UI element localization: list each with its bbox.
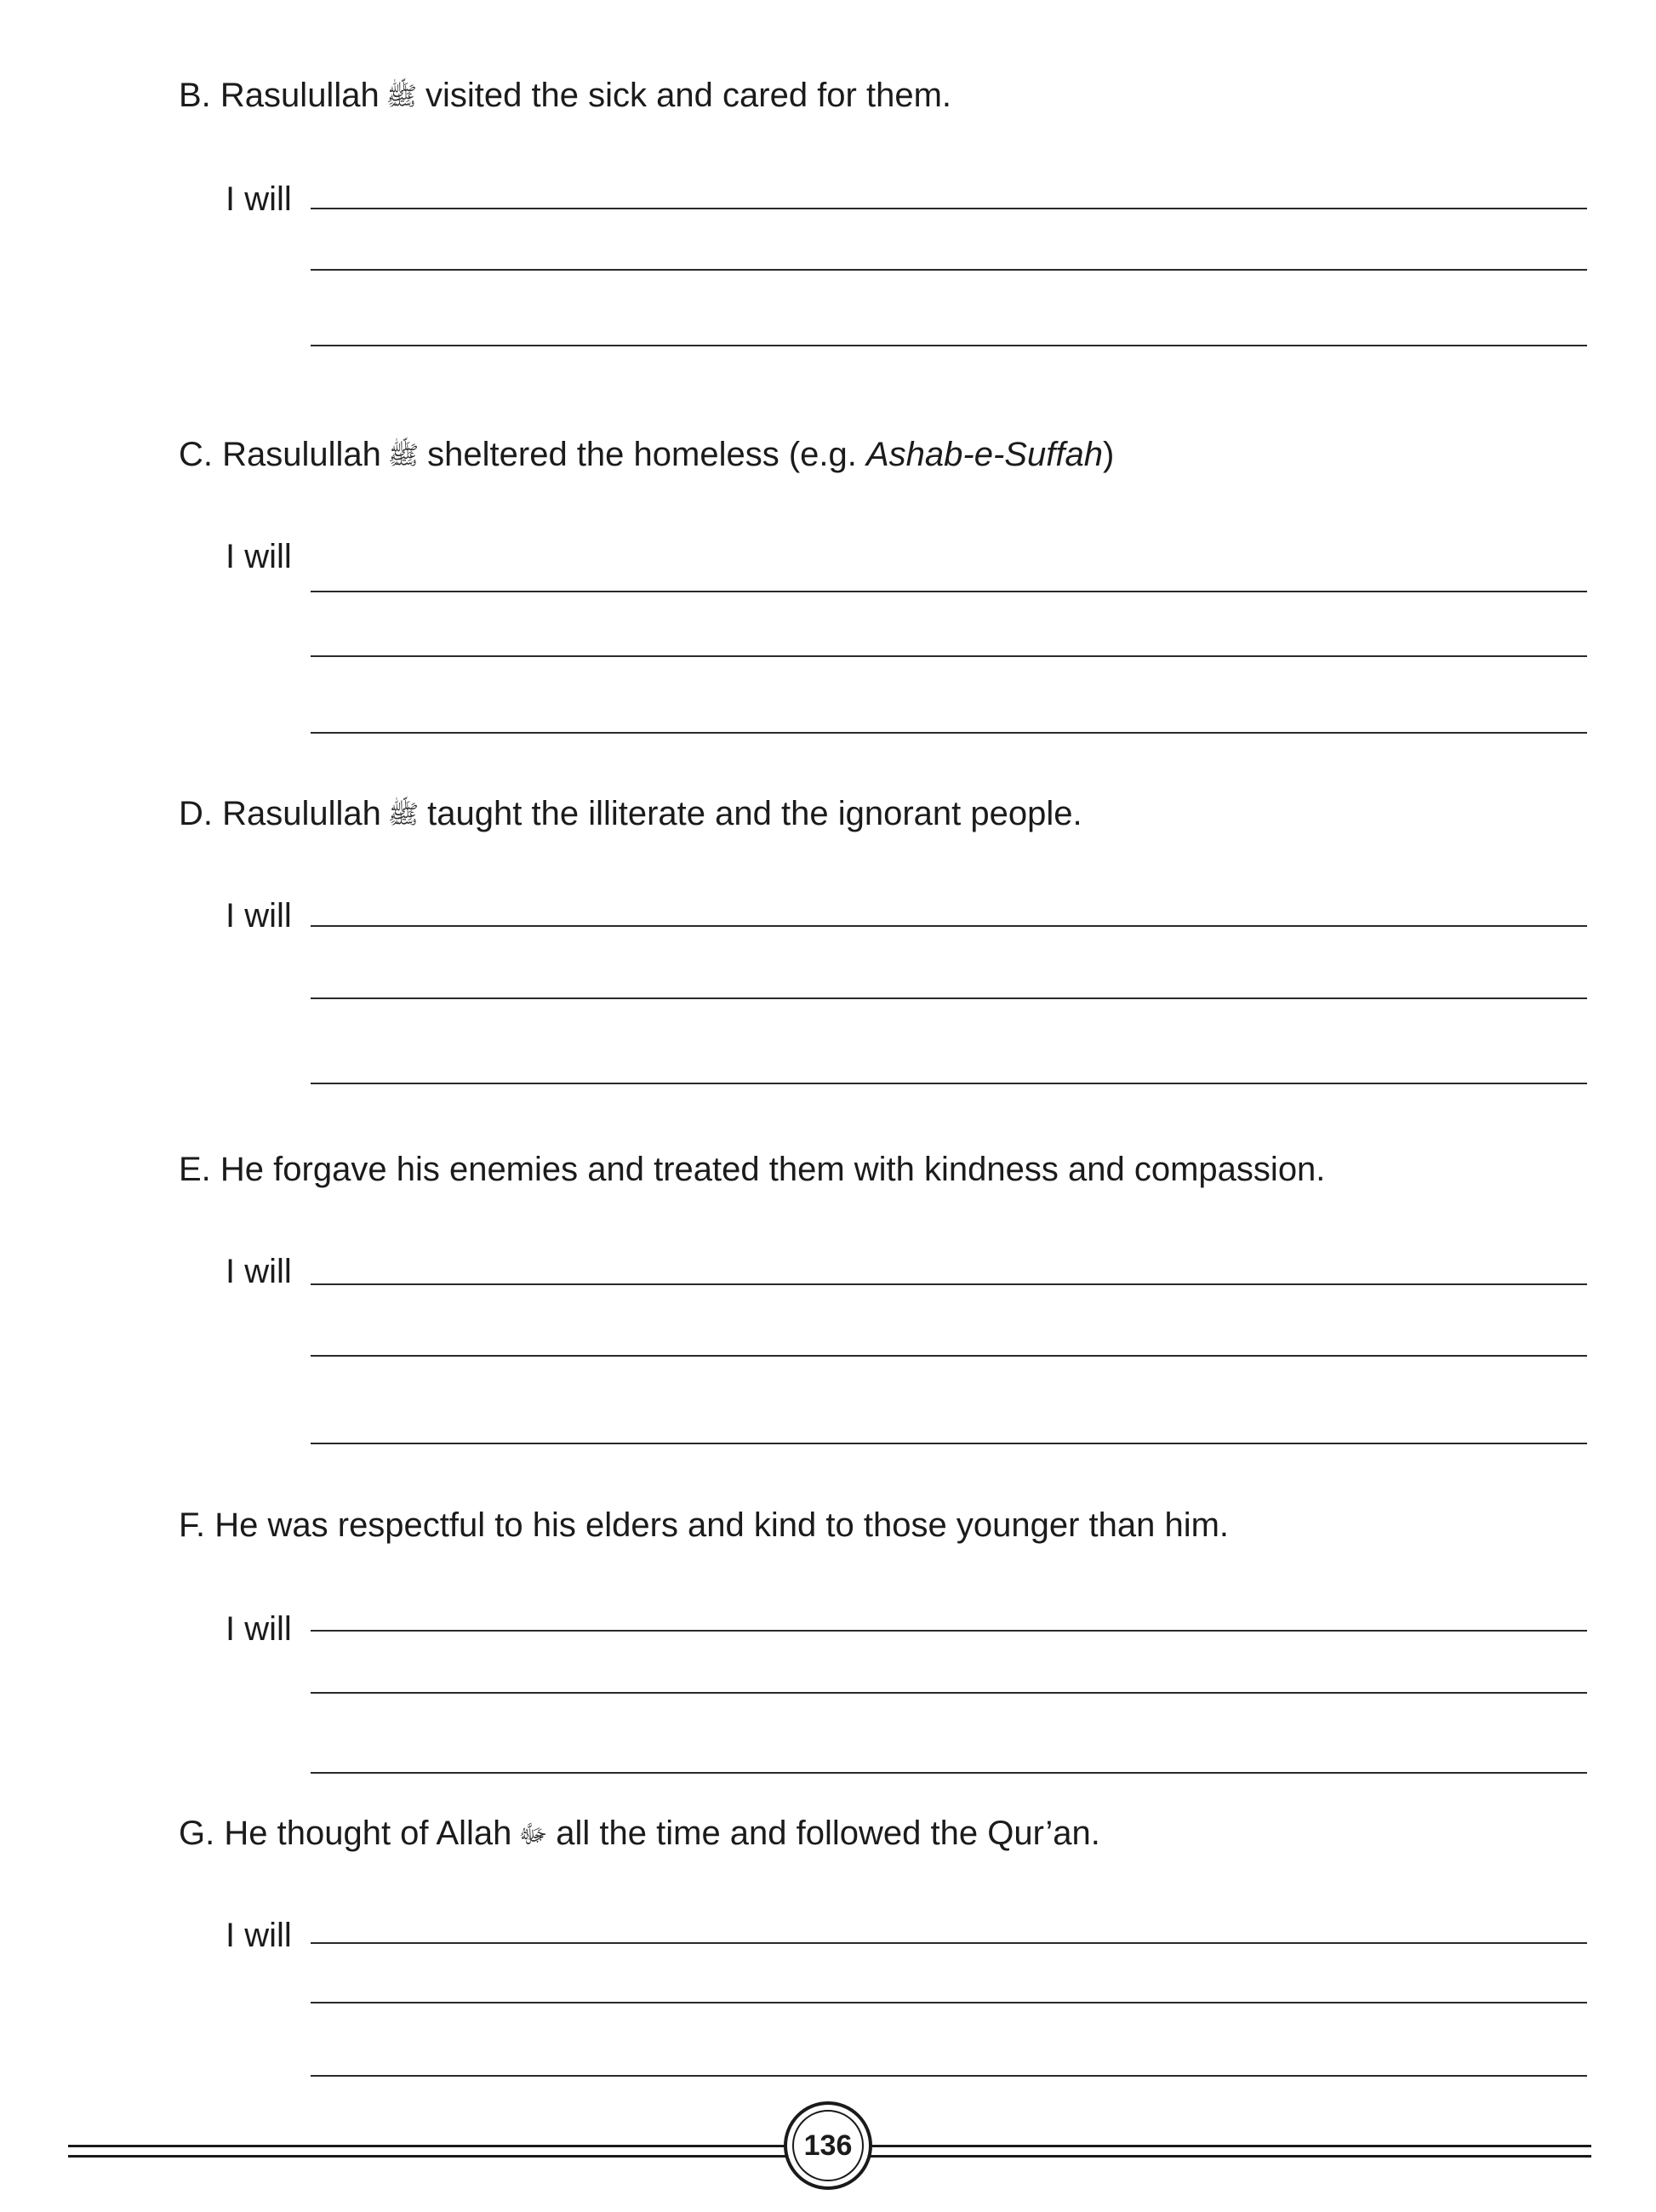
item-b-prompt — [179, 75, 951, 117]
answer-line[interactable] — [311, 591, 1587, 592]
page-number-badge — [784, 2101, 872, 2190]
i-will-label: I will — [226, 1917, 292, 1954]
i-will-label: I will — [226, 897, 292, 935]
item-g-prompt — [179, 1813, 1100, 1855]
answer-line[interactable] — [311, 269, 1587, 271]
answer-line[interactable] — [311, 208, 1587, 209]
item-lead: Rasulullah — [222, 436, 381, 473]
item-text: visited the sick and cared for them. — [425, 77, 952, 114]
answer-line[interactable] — [311, 1630, 1587, 1632]
answer-line[interactable] — [311, 1692, 1587, 1694]
honorific-glyph: ﷻ — [518, 1820, 548, 1850]
item-lead: Rasulullah — [220, 77, 380, 114]
item-letter: E. — [179, 1151, 211, 1188]
page-number: 136 — [792, 2110, 864, 2181]
item-e-prompt — [179, 1149, 1325, 1190]
answer-line[interactable] — [311, 1083, 1587, 1084]
answer-line[interactable] — [311, 1283, 1587, 1285]
answer-line[interactable] — [311, 1443, 1587, 1444]
i-will-label: I will — [226, 180, 292, 218]
answer-line[interactable] — [311, 997, 1587, 999]
item-lead: He thought of Allah — [224, 1815, 512, 1852]
item-letter: D. — [179, 795, 213, 832]
item-letter: F. — [179, 1506, 206, 1544]
item-c-prompt — [179, 434, 1114, 477]
honorific-glyph: ﷺ — [385, 82, 417, 112]
item-text: taught the illiterate and the ignorant people. — [427, 795, 1082, 832]
item-text-italic: Ashab-e-Suffah — [866, 436, 1103, 473]
honorific-glyph: ﷺ — [387, 441, 420, 472]
i-will-label: I will — [226, 538, 292, 575]
answer-line[interactable] — [311, 732, 1587, 734]
item-f-prompt — [179, 1505, 1229, 1546]
answer-line[interactable] — [311, 655, 1587, 657]
item-text-tail: ) — [1102, 436, 1115, 473]
answer-line[interactable] — [311, 2075, 1587, 2077]
answer-line[interactable] — [311, 345, 1587, 346]
item-lead: Rasulullah — [222, 795, 381, 832]
i-will-label: I will — [226, 1610, 292, 1648]
answer-line[interactable] — [311, 1942, 1587, 1944]
answer-line[interactable] — [311, 925, 1587, 927]
item-text: all the time and followed the Qur’an. — [556, 1815, 1100, 1852]
item-letter: C. — [179, 436, 213, 473]
answer-line[interactable] — [311, 1772, 1587, 1774]
item-letter: G. — [179, 1815, 215, 1852]
item-text: He forgave his enemies and treated them with kindness and compassion. — [220, 1151, 1326, 1188]
item-d-prompt — [179, 793, 1082, 836]
answer-line[interactable] — [311, 1355, 1587, 1357]
honorific-glyph: ﷺ — [387, 800, 420, 831]
i-will-label: I will — [226, 1253, 292, 1290]
item-text: He was respectful to his elders and kind to those younger than him. — [214, 1506, 1230, 1544]
item-letter: B. — [179, 77, 211, 114]
item-text: sheltered the homeless (e.g. — [427, 436, 866, 473]
answer-line[interactable] — [311, 2002, 1587, 2003]
